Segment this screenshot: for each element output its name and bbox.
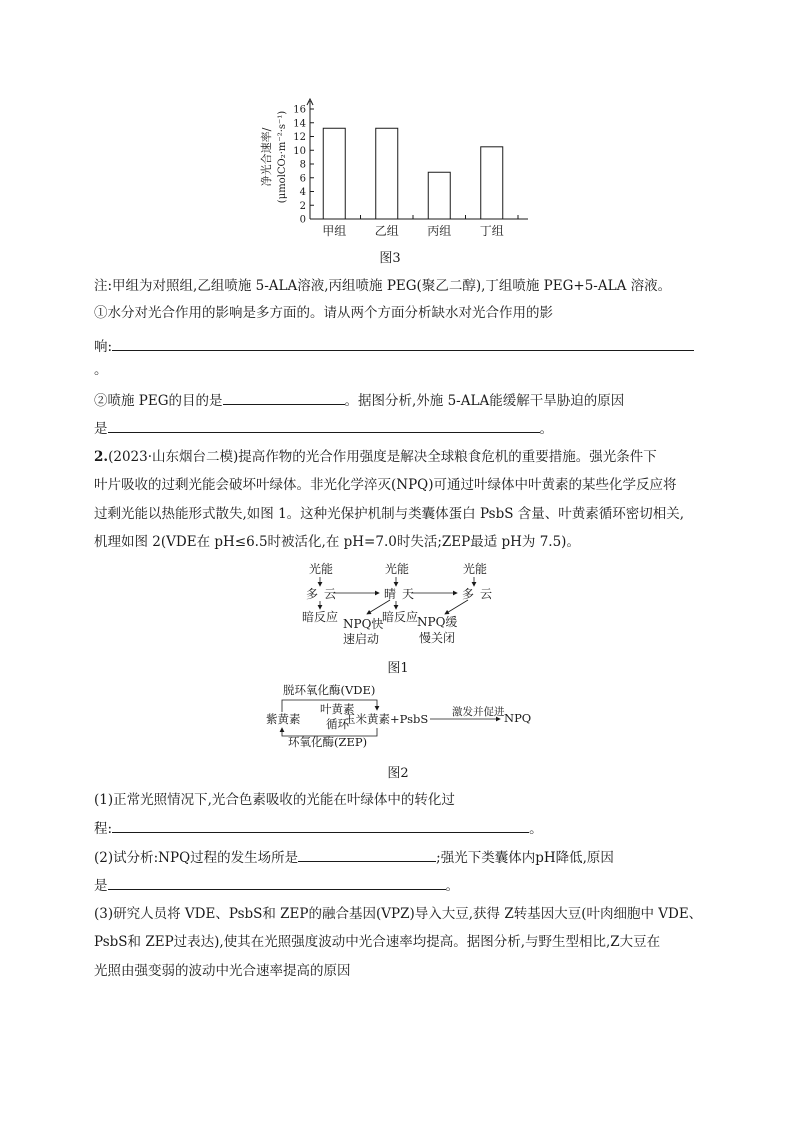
problem-2-line1-row (94, 447, 657, 467)
figure-3-note: 注:甲组为对照组,乙组喷施 5-ALA溶液,丙组喷施 PEG(聚乙二醇),丁组喷施 PEG+5-ALA 溶液。 (94, 278, 672, 294)
y-axis-unit: (μmolCO₂·m⁻²·s⁻¹) (277, 110, 288, 204)
fig1-arrow-npq-slow (445, 600, 468, 614)
fig1-light-1: 光能 (309, 562, 334, 576)
fig2-npq: NPQ (504, 711, 532, 725)
problem-2-line4: 机理如图 2(VDE在 pH≤6.5时被活化,在 pH=7.0时失活;ZEP最适 pH为 7.5)。 (94, 534, 580, 550)
y-tick-label: 2 (299, 200, 306, 212)
s2-text-c: 是 (94, 878, 108, 894)
figure-1-caption: 图1 (387, 661, 409, 676)
s1-line1: (1)正常光照情况下,光合色素吸收的光能在叶绿体中的转化过 (94, 792, 455, 808)
y-tick-label: 10 (293, 145, 306, 157)
s2-answer-row (94, 875, 459, 896)
q2-text-a: ②喷施 PEG的目的是 (94, 393, 223, 409)
bar-3 (428, 172, 450, 219)
problem-2-number: 2. (94, 449, 109, 465)
fig2-vde: 脱环氧化酶(VDE) (283, 683, 376, 697)
y-tick-label: 16 (293, 104, 306, 116)
s2-answer-blank-1[interactable] (298, 847, 436, 862)
s2-text-a: (2)试分析:NPQ过程的发生场所是 (94, 850, 299, 866)
fig2-zep: 环氧化酶(ZEP) (288, 735, 368, 749)
fig1-light-3: 光能 (463, 562, 488, 576)
x-tick-label: 丁组 (479, 224, 504, 238)
s2-end: 。 (445, 878, 459, 894)
y-tick-label: 14 (293, 118, 306, 130)
fig2-cycle-2: 循环 (326, 717, 349, 731)
s1-end: 。 (529, 821, 543, 837)
figure-2-diagram (260, 680, 540, 750)
figure-2-caption: 图2 (387, 766, 409, 781)
bar-4 (481, 147, 503, 219)
fig1-npq-slow: NPQ缓 (417, 615, 458, 629)
q2-answer-blank-2[interactable] (108, 418, 540, 433)
figure-3-bar-chart (240, 95, 540, 245)
q1-end: 。 (94, 362, 108, 378)
s1-answer-blank[interactable] (112, 818, 529, 833)
q1-answer-blank[interactable] (112, 336, 694, 351)
x-tick-label: 甲组 (322, 224, 347, 238)
problem-2-line3: 过剩光能以热能形式散失,如图 1。这种光保护机制与类囊体蛋白 PsbS 含量、叶黄素循环密切相关, (94, 506, 685, 522)
fig1-sunny: 晴天 (384, 587, 421, 601)
fig1-dark-1: 暗反应 (302, 610, 339, 624)
y-tick-label: 4 (299, 187, 306, 198)
fig1-npq-slow-2: 慢关闭 (419, 631, 456, 645)
fig1-light-2: 光能 (385, 562, 410, 576)
s2-text-b: ;强光下类囊体内pH降低,原因 (436, 850, 614, 866)
fig1-cloudy-2: 多云 (462, 587, 499, 601)
q2-text-c: 是 (94, 421, 108, 437)
x-tick-label: 乙组 (374, 224, 399, 238)
fig1-dark-2: 暗反应 (382, 610, 419, 624)
q2-answer-row (94, 418, 553, 439)
y-axis-label: 净光合速率/ (260, 127, 273, 187)
q1-line1: ①水分对光合作用的影响是多方面的。请从两个方面分析缺水对光合作用的影 (94, 305, 553, 321)
s1-line2: 程: (94, 821, 113, 837)
y-tick-label: 0 (299, 214, 306, 226)
s2-row (94, 847, 614, 868)
bar-2 (376, 128, 398, 219)
s3-line3: 光照由强变弱的波动中光合速率提高的原因 (94, 963, 351, 979)
fig1-cloudy-1: 多云 (306, 587, 343, 601)
y-tick-label: 8 (299, 159, 306, 171)
s2-answer-blank-2[interactable] (108, 875, 446, 890)
q2-row (94, 390, 624, 411)
s3-line2: PsbS和 ZEP过表达),使其在光照强度波动中光合速率均提高。据图分析,与野生型相比,Z大豆在 (94, 934, 661, 950)
figure-3-caption: 图3 (379, 251, 401, 266)
s3-line1: (3)研究人员将 VDE、PsbS和 ZEP的融合基因(VPZ)导入大豆,获得 Z转基因大豆(叶肉细胞中 VDE、 (94, 906, 703, 922)
fig1-npq-fast-2: 速启动 (343, 632, 380, 646)
y-tick-label: 12 (293, 132, 306, 143)
fig2-violaxanthin: 紫黄素 (266, 712, 301, 726)
figure-1-diagram (295, 558, 505, 650)
q2-end: 。 (539, 421, 553, 437)
q2-text-b: 。据图分析,外施 5-ALA能缓解干旱胁迫的原因 (344, 393, 625, 409)
fig2-trigger: 激发并促进 (452, 706, 505, 718)
problem-2-line2: 叶片吸收的过剩光能会破坏叶绿体。非光化学淬灭(NPQ)可通过叶绿体中叶黄素的某些化学反应将 (94, 477, 677, 493)
fig1-npq-fast: NPQ快 (343, 617, 384, 631)
q2-answer-blank-1[interactable] (223, 390, 345, 405)
fig2-cycle-1: 叶黄素 (320, 702, 355, 716)
y-tick-label: 6 (299, 173, 306, 185)
bar-1 (323, 128, 345, 219)
q1-line2: 响: (94, 339, 113, 355)
problem-2-line1: (2023·山东烟台二模)提高作物的光合作用强度是解决全球粮食危机的重要措施。强光条件下 (108, 449, 657, 465)
x-tick-label: 丙组 (427, 224, 452, 238)
q1-answer-row (94, 336, 694, 357)
s1-answer-row (94, 818, 543, 839)
fig2-zeaxanthin: 玉米黄素+PsbS (344, 712, 429, 726)
